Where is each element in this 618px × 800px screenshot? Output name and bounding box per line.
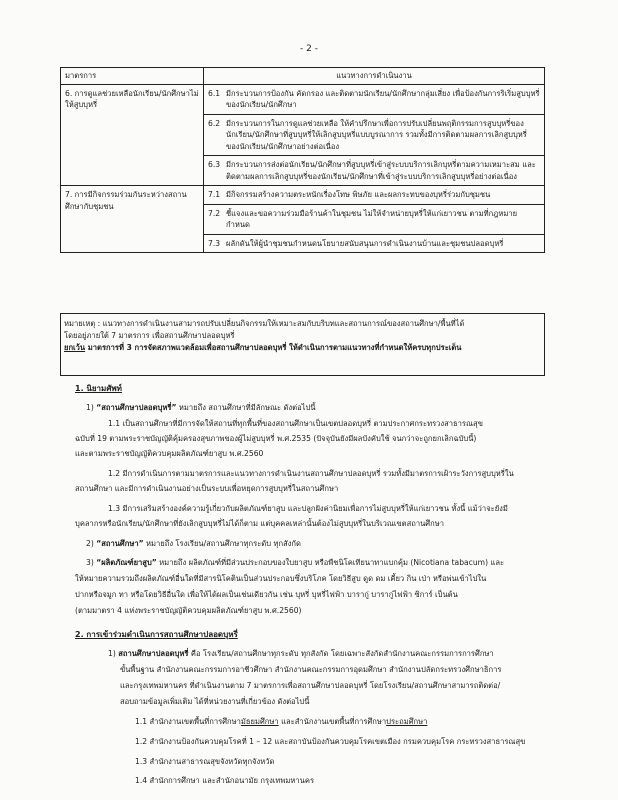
contact-text: มัธยมศึกษา <box>240 717 279 726</box>
term-title: “สถานศึกษา” <box>96 539 144 548</box>
contact-item: 1.2 สำนักงานป้องกันควบคุมโรคที่ 1 – 12 และสถาบันป้องกันควบคุมโรคเขตเมือง กรมควบคุมโรค กระทรวงสาธารณสุข <box>135 737 526 746</box>
guideline-text: มีกระบวนการในการดูแลช่วยเหลือ ให้คำปรึกษาเพื่อการปรับเปลี่ยนพฤติกรรมการสูบบุหรี่ของนักเรียน/นักศึกษาที่สูบบุหรี่ให้เลิกสูบบุหรี่แบบบูรณาการ รวมทั้งมีการติดตามผลการเลิกสูบบุหรี่ของนักเรียน/นักศึกษาอย่างต่อเนื่อง <box>226 118 527 151</box>
page-number: - 2 - <box>300 44 318 54</box>
paragraph-line: 1.1 เป็นสถานศึกษาที่มีการจัดให้สถานที่ทุกพื้นที่ของสถานศึกษาเป็นเขตปลอดบุหรี่ ตามประกาศกระทรวงสาธารณสุข <box>108 419 483 428</box>
note-line: หมายเหตุ : แนวทางการดำเนินงานสามารถปรับเปลี่ยนกิจกรรมให้เหมาะสมกับบริบทและสถานการณ์ของสถานศึกษา/พื้นที่ได้ <box>64 319 465 328</box>
term-definition: หมายถึง โรงเรียน/สถานศึกษาทุกระดับ ทุกสังกัด <box>143 539 301 548</box>
guideline-text: มีกระบวนการส่งต่อนักเรียน/นักศึกษาที่สูบบุหรี่เข้าสู่ระบบบริการเลิกบุหรี่ตามความเหมาะสม และติดตามผลการเลิกสูบบุหรี่ของนักเรียน/นักศึกษาที่เข้าสู่ระบบบริการเลิกสูบบุหรี่อย่างต่อเนื่อง <box>226 160 536 181</box>
item-number: 2) <box>86 539 94 548</box>
item-number: 3) <box>86 558 94 567</box>
guideline-number: 7.3 <box>208 238 221 248</box>
note-box <box>60 313 545 376</box>
table-row <box>61 84 545 186</box>
measures-table <box>60 67 545 253</box>
contact-item <box>135 716 547 728</box>
section-heading: 2. การเข้าร่วมดำเนินการสถานศึกษาปลอดบุหรี่ <box>75 630 238 639</box>
contact-item: 1.3 สำนักงานสาธารณสุขจังหวัดทุกจังหวัด <box>135 757 275 766</box>
table-header-row <box>61 68 545 85</box>
guideline-text: มีกิจกรรมสร้างความตระหนักเรื่องโทษ พิษภัย และผลกระทบของบุหรี่ร่วมกับชุมชน <box>226 190 491 199</box>
table-header-guideline: แนวทางการดำเนินงาน <box>204 68 545 85</box>
section-heading: 1. นิยามศัพท์ <box>75 384 122 393</box>
paragraph-line: และกรุงเทพมหานคร ที่ดำเนินงานตาม 7 มาตรการเพื่อสถานศึกษาปลอดบุหรี่ โดยโรงเรียน/สถานศึกษาสามารถติดต่อ/ <box>120 681 501 690</box>
term-title: “ผลิตภัณฑ์ยาสูบ” <box>96 558 157 567</box>
paragraph-line: 1.2 มีการดำเนินการตามมาตรการและแนวทางการดำเนินงานสถานศึกษาปลอดบุหรี่ รวมทั้งมีมาตรการเฝ้าระวังการสูบบุหรี่ใน <box>108 469 514 478</box>
paragraph-line: ให้หมายความรวมถึงผลิตภัณฑ์อื่นใดที่มีสารนิโคตินเป็นส่วนประกอบซึ่งบริโภค โดยวิธีสูบ ดูด ดม เคี้ยว กิน เป่า หรือพ่นเข้าไปใน <box>75 574 487 583</box>
note-line: โดยอยู่ภายใต้ 7 มาตรการ เพื่อสถานศึกษาปลอดบุหรี่ <box>64 331 235 340</box>
contact-text: และสำนักงานเขตพื้นที่การศึกษา <box>278 717 387 726</box>
guideline-cell <box>204 84 545 186</box>
guideline-text: ชี้แจงและขอความร่วมมือร้านค้าในชุมชน ไม่ให้จำหน่ายบุหรี่ให้แก่เยาวชน ตามที่กฎหมายกำหนด <box>226 208 518 229</box>
term-title: “สถานศึกษาปลอดบุหรี่” <box>96 403 177 412</box>
term-definition: คือ โรงเรียน/สถานศึกษาทุกระดับ ทุกสังกัด โดยเฉพาะสังกัดสำนักงานคณะกรรมการการศึกษา <box>188 649 494 658</box>
guideline-number: 6.2 <box>208 118 221 128</box>
paragraph-line: (ตามมาตรา 4 แห่งพระราชบัญญัติควบคุมผลิตภัณฑ์ยาสูบ พ.ศ.2560) <box>75 606 302 615</box>
note-exception-label: ยกเว้น <box>64 343 86 352</box>
note-exception <box>64 342 541 354</box>
guideline-text: มีกระบวนการป้องกัน คัดกรอง และติดตามนักเรียน/นักศึกษากลุ่มเสี่ยง เพื่อป้องกันการริเริ่มสูบบุหรี่ของนักเรียน/นักศึกษา <box>226 88 540 109</box>
definition-item <box>86 402 546 414</box>
guideline-cell <box>204 186 545 253</box>
guideline-item <box>208 159 540 182</box>
term-title: สถานศึกษาปลอดบุหรี่ <box>118 649 189 658</box>
paragraph-line: สอบถามข้อมูลเพิ่มเติม ได้ที่หน่วยงานที่เกี่ยวข้อง ดังต่อไปนี้ <box>120 697 310 706</box>
contact-text: ประถมศึกษา <box>386 717 428 726</box>
guideline-number: 6.1 <box>208 88 221 98</box>
paragraph-line: ขั้นพื้นฐาน สำนักงานคณะกรรมการอาชีวศึกษา สำนักงานคณะกรรมการอุดมศึกษา สำนักงานปลัดกระทรวงศึกษาธิการ <box>120 665 502 674</box>
guideline-item <box>208 238 540 250</box>
measure-cell: 6. การดูแลช่วยเหลือนักเรียน/นักศึกษาไม่ให้สูบบุหรี่ <box>61 84 204 186</box>
paragraph-line: 1.3 มีการเสริมสร้างองค์ความรู้เกี่ยวกับผลิตภัณฑ์ยาสูบ และปลูกฝังค่านิยมเพื่อการไม่สูบบุหรี่ให้แก่เยาวชน ทั้งนี้ แม้ว่าจะยังมี <box>108 504 508 513</box>
paragraph-line: ปากหรือจมูก ทา หรือโดยวิธีอื่นใด เพื่อให้ได้ผลเป็นเช่นเดียวกัน เช่น บุหรี่ บุหรี่ไฟฟ้า บารากู่ บารากู่ไฟฟ้า ซิการ์ เป็นต้น <box>75 590 458 599</box>
table-header-measure: มาตรการ <box>61 68 204 85</box>
guideline-number: 6.3 <box>208 160 221 169</box>
table-row <box>61 186 545 253</box>
paragraph-line: ฉบับที่ 19 ตามพระราชบัญญัติคุ้มครองสุขภาพของผู้ไม่สูบบุหรี่ พ.ศ.2535 (ปัจจุบันยังมีผลบังคับใช้ จนกว่าจะถูกยกเลิกฉบับนี้) <box>75 434 477 443</box>
guideline-number: 7.1 <box>208 190 221 199</box>
definition-item <box>86 538 546 550</box>
contact-text: 1.1 สำนักงานเขตพื้นที่การศึกษา <box>135 717 241 726</box>
paragraph-line: สถานศึกษา และมีการดำเนินงานอย่างเป็นระบบเพื่อหยุดการสูบบุหรี่ในสถานศึกษา <box>75 484 339 493</box>
note-exception-text: มาตรการที่ 3 การจัดสภาพแวดล้อมเพื่อสถานศึกษาปลอดบุหรี่ ให้ดำเนินการตามแนวทางที่กำหนดให้ครบทุกประเด็น <box>85 343 462 352</box>
paragraph-line: บุคลากรหรือนักเรียน/นักศึกษาที่ยังเลิกสูบบุหรี่ไม่ได้ก็ตาม แต่บุคคลเหล่านั้นต้องไม่สูบบุหรี่ในบริเวณเขตสถานศึกษา <box>75 519 444 528</box>
contact-item: 1.4 สำนักการศึกษา และสำนักอนามัย กรุงเทพมหานคร <box>135 776 315 785</box>
guideline-number: 7.2 <box>208 208 221 218</box>
term-definition: หมายถึง ผลิตภัณฑ์ที่มีส่วนประกอบของใบยาสูบ หรือพืชนิโคเทียนาทาแบกคุ้ม (Nicotiana tabacum) และ <box>156 558 505 567</box>
guideline-text: ผลักดันให้ผู้นำชุมชนกำหนดนโยบายสนับสนุนการดำเนินงานบ้านและชุมชนปลอดบุหรี่ <box>226 238 504 248</box>
term-definition: หมายถึง สถานศึกษาที่มีลักษณะ ดังต่อไปนี้ <box>176 403 316 412</box>
item-number: 1) <box>108 649 116 658</box>
guideline-item <box>208 189 540 201</box>
guideline-item <box>208 88 540 111</box>
participation-item <box>108 648 548 660</box>
guideline-item <box>208 118 540 153</box>
item-number: 1) <box>86 403 94 412</box>
guideline-item <box>208 208 540 231</box>
definition-item <box>86 557 548 569</box>
measure-cell: 7. การมีกิจกรรมร่วมกันระหว่างสถานศึกษากับชุมชน <box>61 186 204 253</box>
paragraph-line: และตามพระราชบัญญัติควบคุมผลิตภัณฑ์ยาสูบ พ.ศ.2560 <box>75 449 264 458</box>
